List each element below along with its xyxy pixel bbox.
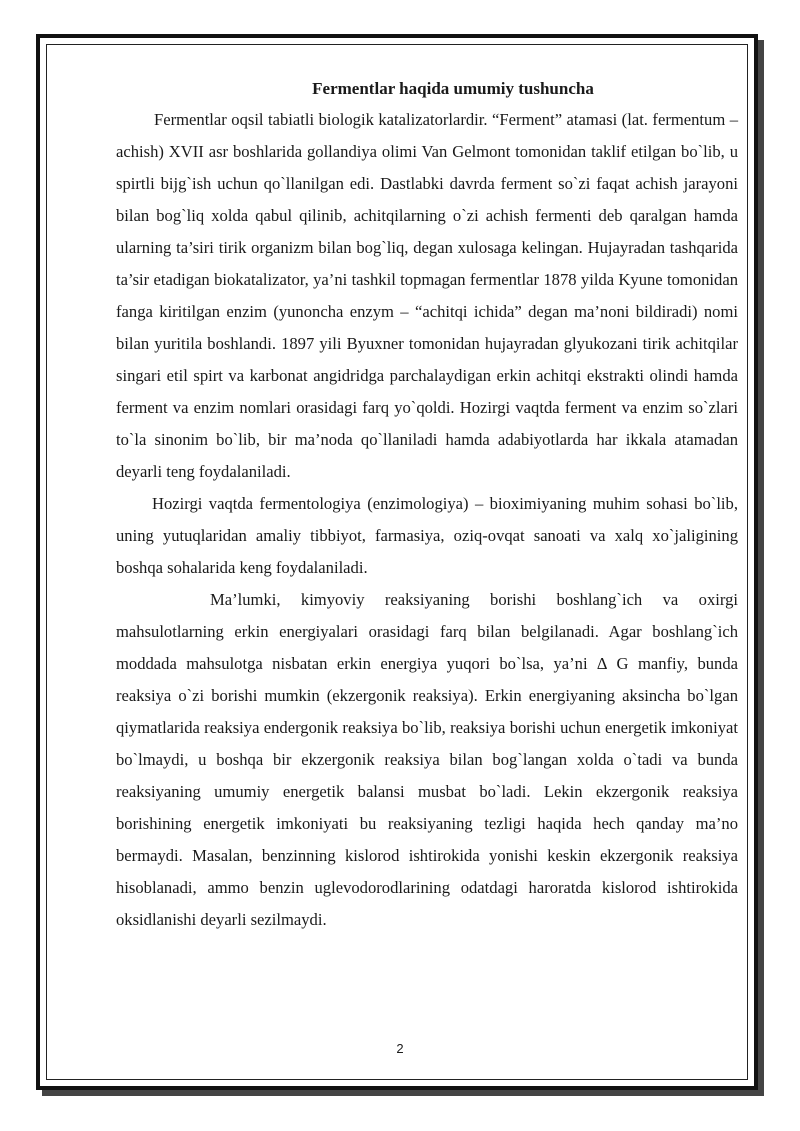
document-title: Fermentlar haqida umumiy tushuncha [312,79,594,98]
paragraph-2: Hozirgi vaqtda fermentologiya (enzimologiya) – bioximiyaning muhim sohasi bo`lib, uning yutuqlaridan amaliy tibbiyot, farmasiya, oziq-ovqat sanoati va xalq xo`jaligining boshqa sohalarida keng foydalaniladi. [116,494,738,577]
paragraph-3: Ma’lumki, kimyoviy reaksiyaning borishi boshlang`ich va oxirgi mahsulotlarning erkin energiyalari orasidagi farq bilan belgilanadi. Agar boshlang`ich moddada mahsulotga nisbatan erkin energiya yuqori bo`lsa, ya’ni ∆ G manfiy, bunda reaksiya o`zi borishi mumkin (ekzergonik reaksiya). Erkin energiyaning aksincha bo`lgan qiymatlarida reaksiya endergonik reaksiya bo`lib, reaksiya borishi uchun energetik imkoniyat bo`lmaydi, u boshqa bir ekzergonik reaksiya bilan bog`langan xolda o`tadi va bunda reaksiyaning umumiy energetik balansi musbat bo`ladi. Lekin ekzergonik reaksiya borishining energetik imkoniyati bu reaksiyaning tezligi haqida hech qanday ma’no bermaydi. Masalan, benzinning kislorod ishtirokida yonishi keskin ekzergonik reaksiya hisoblanadi, ammo benzin uglevodorodlarining odatdagi haroratda kislorod ishtirokida oksidlanishi deyarli sezilmaydi. [116,590,738,929]
document-body [116,78,738,936]
paragraph-1: Fermentlar oqsil tabiatli biologik katalizatorlardir. “Ferment” atamasi (lat. fermentum – achish) XVII asr boshlarida gollandiya olimi Van Gelmont tomonidan taklif etilgan bo`lib, u spirtli bijg`ish uchun qo`llanilgan edi. Dastlabki davrda ferment so`zi faqat achish jarayoni bilan bog`liq xolda qabul qilinib, achitqilarning o`zi achish fermenti deb qaralgan hamda ularning ta’siri tirik organizm bilan bog`liq, degan xulosaga kelingan. Hujayradan tashqarida ta’sir etadigan biokatalizator, ya’ni tashkil topmagan fermentlar 1878 yilda Kyune tomonidan fanga kiritilgan enzim (yunoncha enzym – “achitqi ichida” degan ma’noni bildiradi) nomi bilan yuritila boshlandi. 1897 yili Byuxner tomonidan hujayradan glyukozani tirik achitqilar singari etil spirt va karbonat angidridga parchalaydigan erkin achitqi ekstrakti olindi hamda ferment va enzim nomlari orasidagi farq yo`qoldi. Hozirgi vaqtda ferment va enzim so`zlari to`la sinonim bo`lib, bir ma’noda qo`llaniladi hamda adabiyotlarda har ikkala atamadan deyarli teng foydalaniladi. [116,110,738,481]
page-number: 2 [396,1041,404,1056]
